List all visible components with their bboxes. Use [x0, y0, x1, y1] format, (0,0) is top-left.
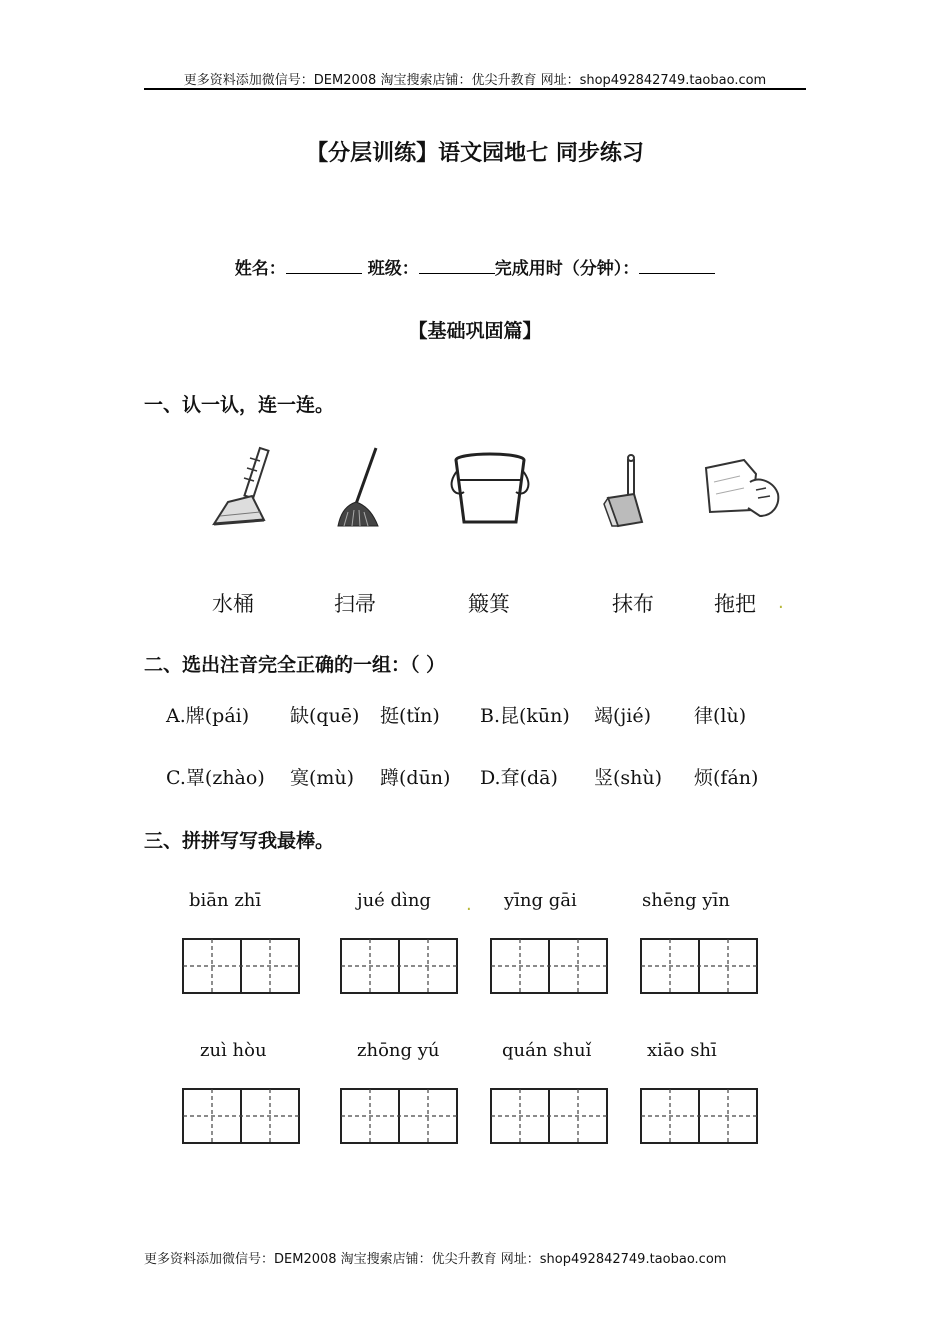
- pinyin-quanshui: quán shuǐ: [502, 1040, 592, 1061]
- option-d-item-1[interactable]: D.耷(dā): [480, 767, 558, 789]
- header-divider: [144, 88, 806, 90]
- broom-icon: [206, 446, 272, 532]
- mop-icon: [334, 446, 384, 532]
- option-b-item-1[interactable]: B.昆(kūn): [480, 705, 570, 727]
- word-shuitong[interactable]: 水桶: [212, 592, 254, 616]
- cloth-icon: [700, 446, 780, 532]
- writing-grid[interactable]: [340, 938, 458, 994]
- option-c-item-2: 寞(mù): [290, 767, 355, 789]
- q2-options-row-2: [166, 763, 758, 790]
- section-title: 【基础巩固篇】: [408, 320, 542, 342]
- word-boji[interactable]: 簸箕: [468, 592, 510, 616]
- writing-grid[interactable]: [340, 1088, 458, 1144]
- footer-note: 更多资料添加微信号：DEM2008 淘宝搜索店铺：优尖升教育 网址：shop492842749.taobao.com: [144, 1252, 727, 1267]
- bucket-icon: [450, 446, 530, 532]
- name-label: 姓名：: [234, 259, 286, 279]
- option-a-item-2: 缺(quē): [290, 705, 360, 727]
- pinyin-yinggai: yīng gāi: [504, 890, 577, 911]
- writing-grid[interactable]: [640, 938, 758, 994]
- option-b-item-2: 竭(jié): [594, 705, 652, 727]
- option-d-item-3: 烦(fán): [694, 767, 759, 789]
- option-d-item-2: 竖(shù): [594, 767, 663, 789]
- stray-dot: .: [778, 592, 784, 613]
- option-b-item-3: 律(lù): [694, 705, 747, 727]
- class-blank[interactable]: [419, 259, 495, 274]
- option-a-item-1[interactable]: A.牌(pái): [166, 705, 250, 727]
- stray-dot: .: [466, 894, 472, 915]
- q1-heading: 一、认一认，连一连。: [144, 394, 335, 416]
- dustpan-icon: [600, 446, 644, 532]
- option-c-item-1[interactable]: C.罩(zhào): [166, 767, 265, 789]
- header-note: 更多资料添加微信号：DEM2008 淘宝搜索店铺：优尖升教育 网址：shop492842749.taobao.com: [183, 73, 767, 88]
- pinyin-zuihou: zuì hòu: [200, 1040, 267, 1061]
- page-title: 【分层训练】语文园地七 同步练习: [306, 141, 644, 166]
- pinyin-jueding: jué dìng: [357, 890, 431, 911]
- option-a-item-3: 挺(tǐn): [380, 705, 440, 727]
- pinyin-zhongyu: zhōng yú: [357, 1040, 440, 1061]
- class-label: 班级：: [367, 259, 419, 279]
- writing-grid[interactable]: [182, 938, 300, 994]
- option-c-item-3: 蹲(dūn): [380, 767, 451, 789]
- q3-heading: 三、拼拼写写我最棒。: [144, 830, 335, 852]
- pinyin-xiaoshi: xiāo shī: [647, 1040, 717, 1061]
- time-label: 完成用时（分钟）：: [494, 259, 640, 279]
- word-mabu[interactable]: 抹布: [612, 592, 654, 616]
- word-tuoba[interactable]: 拖把: [714, 592, 756, 616]
- name-blank[interactable]: [286, 259, 362, 274]
- time-blank[interactable]: [639, 259, 715, 274]
- writing-grid[interactable]: [182, 1088, 300, 1144]
- q2-heading: 二、选出注音完全正确的一组：（ ）: [144, 654, 446, 676]
- writing-grid[interactable]: [490, 1088, 608, 1144]
- student-info-line: [0, 254, 950, 279]
- pinyin-shengyin: shēng yīn: [642, 890, 730, 911]
- pinyin-bianzhi: biān zhī: [189, 890, 262, 911]
- word-saozhou[interactable]: 扫帚: [334, 592, 376, 616]
- writing-grid[interactable]: [490, 938, 608, 994]
- writing-grid[interactable]: [640, 1088, 758, 1144]
- q2-options-row-1: [166, 701, 746, 728]
